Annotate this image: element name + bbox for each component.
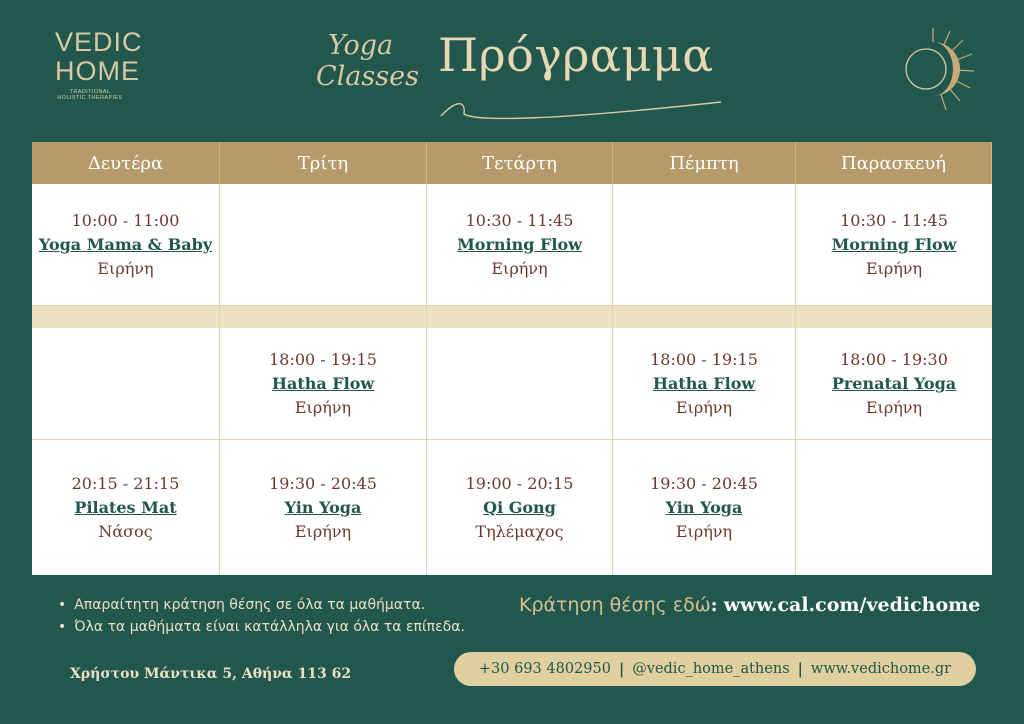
instructor-name: Ειρήνη [97,258,154,278]
class-slot [427,440,613,575]
class-slot [427,184,613,306]
divider-row [220,306,427,328]
contact-separator: | [797,660,803,678]
class-name[interactable]: Morning Flow [457,234,582,254]
instructor-name: Τηλέμαχος [475,521,564,541]
empty-slot [32,328,220,440]
class-name[interactable]: Yoga Mama & Baby [38,234,213,254]
booking-line [519,594,980,616]
class-slot [613,328,796,440]
instructor-name: Ειρήνη [865,397,923,417]
class-time: 19:00 - 20:15 [465,473,574,493]
empty-slot [796,440,992,575]
sun-moon-icon [888,24,978,114]
contact-separator: | [618,660,625,678]
class-slot [796,328,992,440]
address: Χρήστου Μάντικα 5, Αθήνα 113 62 [70,666,352,682]
empty-slot [613,184,796,306]
vedic-home-logo [55,28,150,101]
booking-label: Κράτηση θέσης εδώ [519,594,711,616]
class-slot [32,440,220,575]
day-header: Δευτέρα [32,142,220,184]
class-time: 18:00 - 19:15 [650,349,758,369]
schedule-table [32,142,992,575]
class-time: 18:00 - 19:15 [269,349,377,369]
class-name[interactable]: Yin Yoga [284,497,362,517]
instructor-name: Ειρήνη [865,258,923,278]
class-time: 10:30 - 11:45 [465,210,574,230]
divider-row [796,306,992,328]
instructor-name: Ειρήνη [294,521,352,541]
booking-colon: : [710,594,718,616]
class-time: 18:00 - 19:30 [840,349,948,369]
class-slot [220,328,427,440]
day-header: Τρίτη [220,142,427,184]
instructor-name: Ειρήνη [491,258,548,278]
divider-row [613,306,796,328]
booking-link[interactable]: www.cal.com/vedichome [723,594,981,616]
instructor-name: Νάσος [98,521,153,541]
script-word-yoga: Yoga [328,30,394,61]
class-time: 19:30 - 20:45 [650,473,758,493]
class-name[interactable]: Pilates Mat [74,497,177,517]
yoga-classes-heading [316,30,419,92]
class-slot [796,184,992,306]
notes-list [58,594,465,638]
divider-row [427,306,613,328]
instagram-handle[interactable]: @vedic_home_athens [632,661,790,677]
class-name[interactable]: Qi Gong [483,497,556,517]
class-slot [613,440,796,575]
logo-line2: HOME [55,56,140,86]
day-header: Τετάρτη [427,142,613,184]
class-name[interactable]: Yin Yoga [665,497,743,517]
class-slot [32,184,220,306]
website-link[interactable]: www.vedichome.gr [810,661,952,677]
class-name[interactable]: Hatha Flow [271,373,375,393]
logo-tagline: TRADITIONAL HOLISTIC THERAPIES [57,89,123,101]
day-header: Παρασκευή [796,142,992,184]
class-name[interactable]: Prenatal Yoga [831,373,957,393]
phone-number[interactable]: +30 693 4802950 [478,661,611,677]
page-title: Πρόγραμμα [438,28,714,82]
class-name[interactable]: Morning Flow [831,234,957,254]
class-name[interactable]: Hatha Flow [652,373,756,393]
class-time: 10:30 - 11:45 [840,210,948,230]
logo-line1: VEDIC [55,27,143,57]
class-time: 19:30 - 20:45 [269,473,377,493]
empty-slot [220,184,427,306]
class-time: 20:15 - 21:15 [71,473,180,493]
contact-bar [454,652,976,686]
instructor-name: Ειρήνη [675,397,733,417]
note-item: • Απαραίτητη κράτηση θέσης σε όλα τα μαθήματα. [58,594,465,616]
class-time: 10:00 - 11:00 [71,210,180,230]
instructor-name: Ειρήνη [675,521,733,541]
instructor-name: Ειρήνη [294,397,352,417]
script-word-classes: Classes [316,61,419,92]
divider-row [32,306,220,328]
day-header: Πέμπτη [613,142,796,184]
class-slot [220,440,427,575]
decorative-swash-icon [436,92,726,128]
empty-slot [427,328,613,440]
note-item: • Όλα τα μαθήματα είναι κατάλληλα για όλα τα επίπεδα. [58,616,465,638]
